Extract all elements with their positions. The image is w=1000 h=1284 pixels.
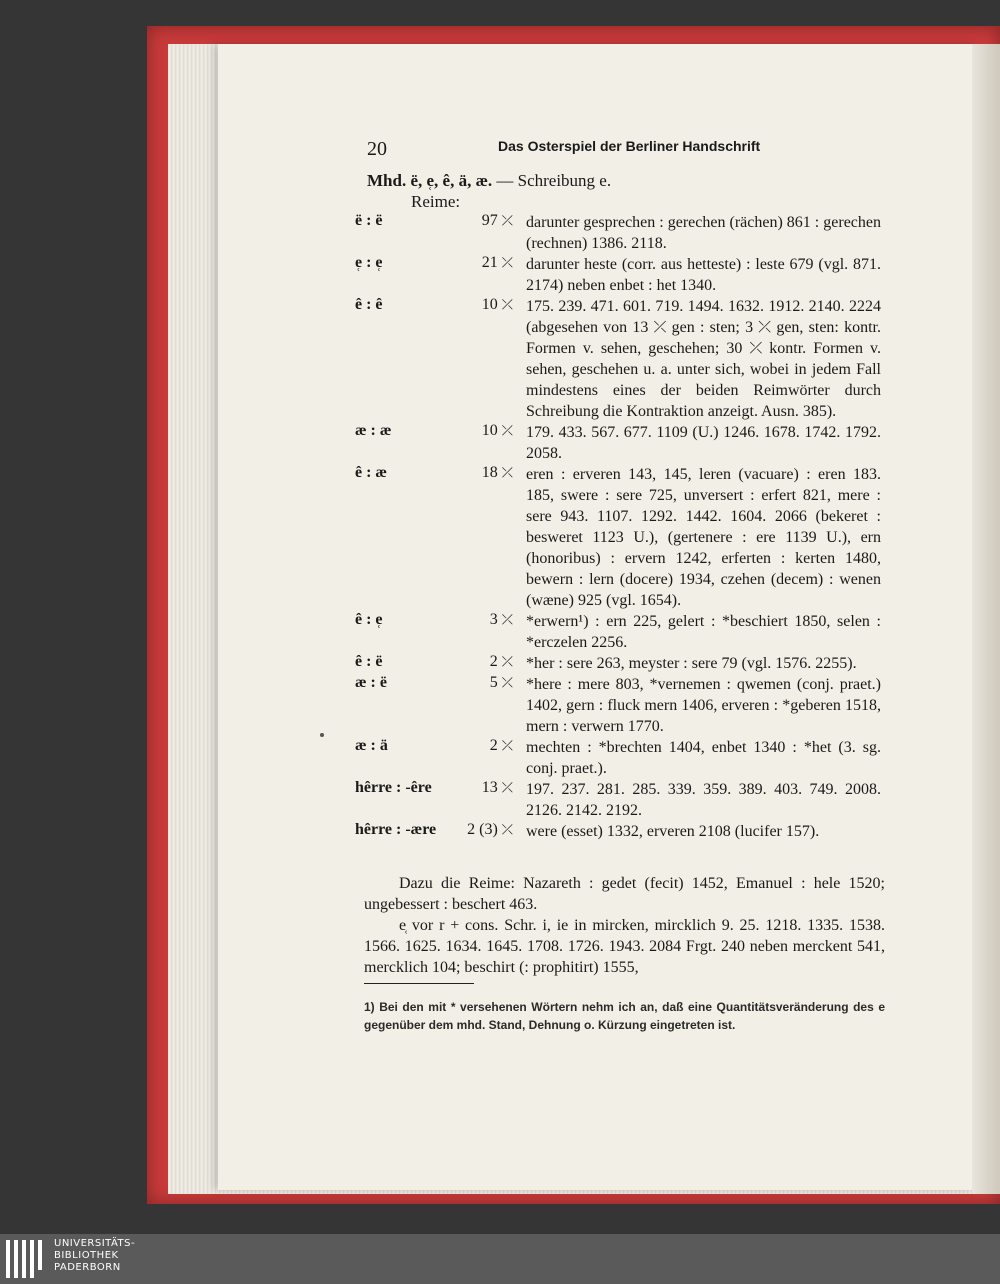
count-value: 10	[481, 296, 498, 313]
count-value: 2	[489, 737, 498, 754]
count-value: 2	[489, 653, 498, 670]
count-value: 5	[489, 674, 498, 691]
rhyme-count	[482, 464, 513, 482]
rhyme-table	[355, 212, 885, 842]
rhyme-description: darunter gesprechen : gerechen (rächen) 861 : gerechen (rechnen) 1386. 2118.	[526, 214, 881, 252]
page-gutter	[972, 44, 1000, 1194]
count-value: 97	[481, 212, 498, 229]
rhyme-description: darunter heste (corr. aus hetteste) : leste 679 (vgl. 871. 2174) neben enbet : het 1340.	[526, 256, 881, 294]
rhyme-count	[482, 422, 513, 440]
rhyme-entry	[355, 653, 885, 674]
rhyme-pair: æ : æ	[355, 422, 392, 439]
count-value: 18	[481, 464, 498, 481]
times-mark-icon: ⤫	[501, 676, 513, 691]
times-mark-icon: ⤫	[501, 256, 513, 271]
rhyme-count	[490, 674, 513, 692]
times-mark-icon: ⤫	[501, 466, 513, 481]
rhyme-count	[490, 737, 513, 755]
footnote: 1) Bei den mit * versehenen Wörtern nehm ich an, daß eine Quantitätsveränderung des e gegenüber dem mhd. Stand, Dehnung o. Kürzung eingetreten ist.	[364, 1000, 885, 1032]
reime-label: Reime:	[411, 192, 461, 211]
times-mark-icon: ⤫	[501, 613, 513, 628]
rhyme-entry	[355, 254, 885, 296]
times-mark-icon: ⤫	[501, 739, 513, 754]
rhyme-pair: ê : e̜	[355, 611, 383, 628]
rhyme-count	[482, 212, 513, 230]
rhyme-description: *erwern¹) : ern 225, gelert : *beschiert 1850, selen : *erczelen 2256.	[526, 613, 881, 651]
rhyme-description: mechten : *brechten 1404, enbet 1340 : *het (3. sg. conj. praet.).	[526, 739, 881, 777]
rhyme-entry	[355, 296, 885, 422]
rhyme-pair: ê : ë	[355, 653, 383, 670]
rhyme-description: 197. 237. 281. 285. 339. 359. 389. 403. 749. 2008. 2126. 2142. 2192.	[526, 781, 881, 819]
library-line: UNIVERSITÄTS-	[54, 1238, 136, 1249]
rhyme-count	[482, 779, 513, 797]
section-heading	[367, 171, 611, 191]
heading-rest: — Schreibung e.	[496, 171, 612, 190]
rhyme-pair: ê : ê	[355, 296, 383, 313]
rhyme-entry	[355, 779, 885, 821]
rhyme-pair: ë : ë	[355, 212, 383, 229]
rhyme-pair: hêrre : -êre	[355, 779, 432, 796]
rhyme-entry	[355, 611, 885, 653]
rhyme-entry	[355, 674, 885, 737]
rhyme-count	[482, 254, 513, 272]
running-title: Das Osterspiel der Berliner Handschrift	[498, 138, 761, 154]
rhyme-description: were (esset) 1332, erveren 2108 (lucifer 157).	[526, 823, 820, 840]
times-mark-icon: ⤫	[501, 655, 513, 670]
paragraph: Dazu die Reime: Nazareth : gedet (fecit) 1452, Emanuel : hele 1520; ungebessert : beschert 463.	[364, 875, 885, 913]
count-value: 2 (3)	[467, 821, 498, 838]
rhyme-count	[467, 821, 513, 839]
library-name	[54, 1238, 135, 1274]
rhyme-entry	[355, 464, 885, 611]
library-footer	[0, 1234, 1000, 1284]
count-value: 21	[481, 254, 498, 271]
body-paragraphs	[364, 873, 885, 978]
library-line: BIBLIOTHEK	[54, 1250, 119, 1261]
count-value: 13	[481, 779, 498, 796]
rhyme-entry	[355, 212, 885, 254]
times-mark-icon: ⤫	[501, 298, 513, 313]
footnote-rule	[364, 983, 474, 984]
rhyme-pair: ê : æ	[355, 464, 387, 481]
page-header	[367, 138, 883, 164]
rhyme-description: *here : mere 803, *vernemen : qwemen (conj. praet.) 1402, gern : fluck mern 1406, erveren : *geberen 1518, mern : verwern 1770.	[526, 676, 881, 735]
rhyme-description: 179. 433. 567. 677. 1109 (U.) 1246. 1678. 1742. 1792. 2058.	[526, 424, 881, 462]
times-mark-icon: ⤫	[501, 214, 513, 229]
rhyme-pair: æ : ë	[355, 674, 387, 691]
rhyme-entry	[355, 737, 885, 779]
rhyme-count	[490, 653, 513, 671]
times-mark-icon: ⤫	[501, 424, 513, 439]
rhyme-description: eren : erveren 143, 145, leren (vacuare) : eren 183. 185, swere : sere 725, unversert : erfert 821, mere : sere 943. 1107. 1292. 1442. 1604. 2066 (bekeret : besweret 1123 U.), (gertenere : ere 1139 U.), ern (honoribus) : ervern 1242, erferten : kerten 1480, bewern : lern (docere) 1934, czehen (decem) : wenen (wæne) 925 (vgl. 1654).	[526, 466, 881, 609]
library-logo-icon	[6, 1240, 46, 1278]
rhyme-description: *her : sere 263, meyster : sere 79 (vgl. 1576. 2255).	[526, 655, 857, 672]
paragraph: e̜ vor r + cons. Schr. i, ie in mircken, mircklich 9. 25. 1218. 1335. 1538. 1566. 1625. 1634. 1645. 1708. 1726. 1943. 2084 Frgt. 240 neben merckent 541, mercklich 104; beschirt (: prophitirt) 1555,	[364, 917, 885, 976]
rhyme-pair: e̜ : e̜	[355, 254, 383, 271]
rhyme-count	[490, 611, 513, 629]
rhyme-description: 175. 239. 471. 601. 719. 1494. 1632. 1912. 2140. 2224 (abgesehen von 13 ⤫ gen : sten; 3 ⤫ gen, sten: kontr. Formen v. sehen, geschehen; 30 ⤫ kontr. Formen v. sehen, geschehen u. a. unter sich, wobei in jedem Fall mindestens eines der beiden Reimwörter durch Schreibung die Kontraktion anzeigt. Ausn. 385).	[526, 298, 881, 420]
rhyme-entry	[355, 821, 885, 842]
count-value: 3	[489, 611, 498, 628]
page-speck	[320, 733, 324, 737]
rhyme-entry	[355, 422, 885, 464]
library-line: PADERBORN	[54, 1262, 121, 1273]
count-value: 10	[481, 422, 498, 439]
times-mark-icon: ⤫	[501, 823, 513, 838]
heading-bold: Mhd. ë, e̜, ê, ä, æ.	[367, 171, 493, 190]
rhyme-pair: hêrre : -ære	[355, 821, 437, 838]
page-number: 20	[367, 138, 387, 160]
times-mark-icon: ⤫	[501, 781, 513, 796]
rhyme-pair: æ : ä	[355, 737, 388, 754]
rhyme-count	[482, 296, 513, 314]
